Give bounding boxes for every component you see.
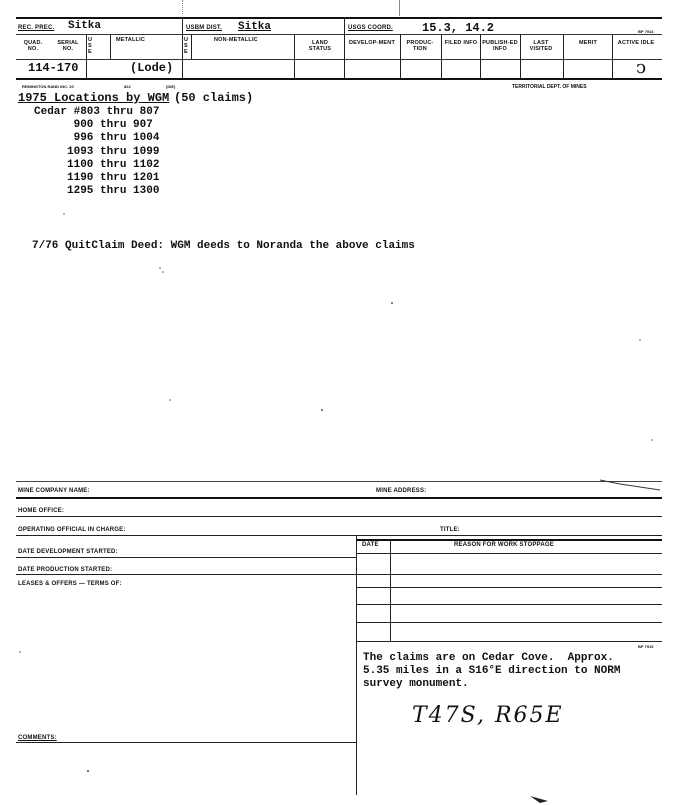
form-number-top: BP 7914 [638, 29, 654, 34]
col-quad-no: QUAD. NO. [23, 40, 43, 52]
usgs-coord-label: USGS COORD. [348, 25, 393, 31]
col-merit: MERIT [578, 40, 598, 46]
form-number-bottom: BP 7915 [638, 644, 654, 649]
rec-prec-label: REC. PREC. [18, 25, 55, 31]
col-production: PRODUC-TION [406, 40, 434, 52]
operating-official-label: OPERATING OFFICIAL IN CHARGE: [18, 527, 126, 533]
quitclaim-note: 7/76 QuitClaim Deed: WGM deeds to Noranda the above claims [32, 240, 415, 252]
metallic-value: (Lode) [130, 61, 174, 75]
leases-offers-label: LEASES & OFFERS — TERMS OF: [18, 581, 122, 587]
location-note-line-3: survey monument. [363, 678, 469, 690]
mine-address-label: MINE ADDRESS: [376, 488, 427, 494]
locations-heading: 1975 Locations by WGM [18, 91, 170, 105]
col-use: U S E [88, 37, 93, 55]
title-label: TITLE: [440, 527, 460, 533]
col-last-visited: LAST VISITED [529, 40, 553, 52]
home-office-label: HOME OFFICE: [18, 508, 65, 514]
active-idle-mark: ↄ [636, 57, 647, 78]
locations-count: (50 claims) [174, 91, 254, 105]
usbm-dist-value: Sitka [238, 21, 272, 33]
handwritten-township: T47S, R65E [412, 703, 564, 728]
location-note-line-1: The claims are on Cedar Cove. Approx. [363, 652, 614, 664]
col-active-idle: ACTIVE IDLE [617, 40, 655, 46]
claim-range: 1093 thru 1099 [34, 145, 160, 158]
claim-range: Cedar #803 thru 807 [34, 106, 160, 118]
col-published-info: PUBLISH-ED INFO [482, 40, 518, 52]
col-non-metallic: NON-METALLIC [214, 37, 258, 43]
claim-range: 996 thru 1004 [34, 132, 160, 145]
location-note-line-2: 5.35 miles in a S16°E direction to NORM [363, 665, 621, 677]
quad-serial-value: 114-170 [28, 61, 79, 75]
date-column-label: DATE [362, 542, 379, 548]
col-serial-no: SERIAL NO. [57, 40, 79, 52]
rec-prec-value: Sitka [68, 20, 102, 32]
date-development-label: DATE DEVELOPMENT STARTED: [18, 549, 118, 555]
reason-work-stoppage-label: REASON FOR WORK STOPPAGE [454, 542, 554, 548]
territorial-dept: TERRITORIAL DEPT. OF MINES [512, 84, 587, 90]
col-metallic: METALLIC [116, 37, 145, 43]
col-filed-info: FILED INFO [444, 40, 478, 46]
mine-company-name-label: MINE COMPANY NAME: [18, 488, 90, 494]
col-development: DEVELOP-MENT [348, 40, 396, 46]
usgs-coord-value: 15.3, 14.2 [422, 21, 495, 35]
usbm-dist-label: USBM DIST. [186, 25, 223, 31]
claim-range: 900 thru 907 [34, 119, 153, 132]
remington-code-1: 822 [124, 84, 131, 89]
comments-label: COMMENTS: [18, 735, 57, 741]
remington-code-2: (IDE) [166, 84, 176, 89]
col-use-2: U S E [184, 37, 189, 55]
claim-range: 1100 thru 1102 [34, 158, 160, 171]
claim-range: 1190 thru 1201 [34, 172, 160, 185]
claim-range: 1295 thru 1300 [34, 185, 160, 198]
col-land-status: LAND STATUS [308, 40, 332, 52]
date-production-label: DATE PRODUCTION STARTED: [18, 567, 113, 573]
remington-note: REMINGTON RAND INC. 20 [22, 84, 74, 89]
